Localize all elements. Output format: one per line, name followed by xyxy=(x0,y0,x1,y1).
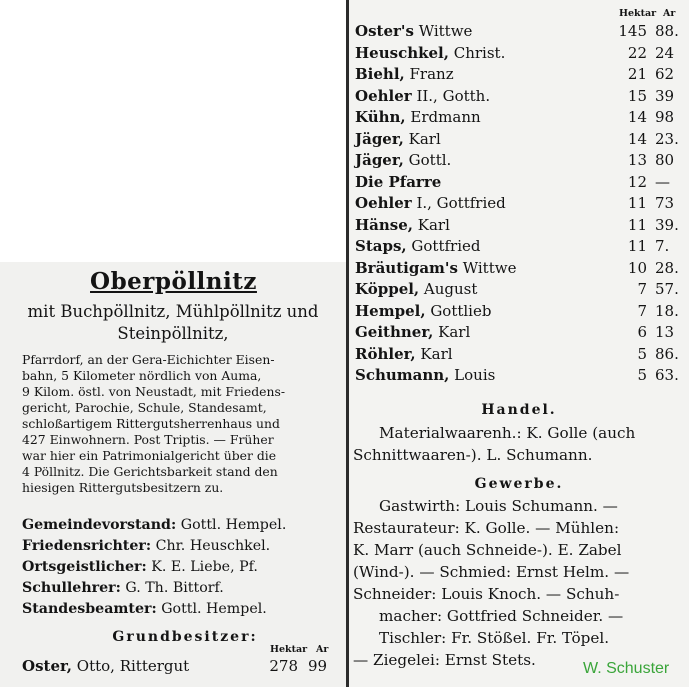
gewerbe-line: — Ziegelei: Ernst Stets. xyxy=(353,651,536,669)
landowner-name-group xyxy=(355,22,472,40)
landowner-detail: August xyxy=(419,280,478,298)
landowner-name: Kühn, xyxy=(355,108,406,126)
left-column xyxy=(0,262,347,687)
landowner-detail: Franz xyxy=(404,65,454,83)
subtitle-line-1: mit Buchpöllnitz, Mühlpöllnitz und xyxy=(27,302,319,321)
hektar-value: 6 xyxy=(637,323,647,341)
landowner-detail: Karl xyxy=(433,323,471,341)
official-row xyxy=(22,538,344,554)
landowner-row xyxy=(355,280,685,301)
hektar-value: 145 xyxy=(618,22,647,40)
landowner-name: Schumann, xyxy=(355,366,450,384)
landowner-name: Jäger, xyxy=(355,151,404,169)
official-row xyxy=(22,517,344,533)
landowner-row xyxy=(355,345,685,366)
hektar-value: 13 xyxy=(627,151,647,169)
ar-value: 57. xyxy=(655,280,679,298)
landowner-name-group xyxy=(355,151,451,169)
landowner-detail: Otto, Rittergut xyxy=(72,657,190,675)
unit-hektar-label: Hektar xyxy=(619,8,657,19)
landowner-name-group xyxy=(355,173,441,191)
landowner-name-group xyxy=(355,323,470,341)
landowner-name-group xyxy=(355,130,441,148)
right-column xyxy=(349,0,689,687)
ar-value: 99 xyxy=(308,657,328,675)
description-line: schloßartigem Rittergutsherrenhaus und xyxy=(22,416,280,431)
official-role: Schullehrer: xyxy=(22,580,121,596)
hektar-value: 22 xyxy=(627,43,647,62)
landowner-detail: Karl xyxy=(413,215,450,234)
landowner-row xyxy=(355,302,685,323)
official-name: Gottl. Hempel. xyxy=(180,517,287,533)
landowner-row xyxy=(22,657,342,678)
landowner-name-group xyxy=(355,280,477,298)
village-title: Oberpöllnitz xyxy=(90,268,257,295)
landowner-name: Bräutigam's xyxy=(355,258,458,277)
ar-value: 23. xyxy=(655,129,679,148)
landowner-name-group xyxy=(355,216,450,234)
gewerbe-heading: Gewerbe. xyxy=(474,476,564,492)
landowner-row xyxy=(355,323,685,344)
hektar-value: 12 xyxy=(627,172,647,191)
landowner-name-group xyxy=(355,345,453,363)
landowner-detail: Gottlieb xyxy=(425,301,492,320)
official-name: Chr. Heuschkel. xyxy=(155,538,271,554)
hektar-value: 11 xyxy=(627,215,647,234)
subtitle-line-2: Steinpöllnitz, xyxy=(117,324,229,343)
gewerbe-line: Tischler: Fr. Stößel. Fr. Töpel. xyxy=(379,629,610,647)
official-role: Ortsgeistlicher: xyxy=(22,559,147,575)
official-row xyxy=(22,601,344,617)
description-line: hiesigen Rittergutsbesitzern zu. xyxy=(22,480,224,495)
landowner-name: Biehl, xyxy=(355,65,405,83)
ar-value: 7. xyxy=(655,237,670,255)
landowner-row xyxy=(355,151,685,172)
landowner-name: Oster, xyxy=(22,657,73,675)
landowner-name-group xyxy=(355,108,481,126)
handel-line: Schnittwaaren-). L. Schumann. xyxy=(353,446,593,464)
ar-value: 28. xyxy=(655,258,679,277)
ar-value: — xyxy=(655,172,670,191)
description-line: 9 Kilom. östl. von Neustadt, mit Friedens- xyxy=(22,384,286,399)
landowner-row xyxy=(355,366,685,387)
description-line: bahn, 5 Kilometer nördlich von Auma, xyxy=(22,368,262,383)
gewerbe-line: K. Marr (auch Schneide-). E. Zabel xyxy=(353,541,622,559)
hektar-value: 15 xyxy=(627,86,647,105)
landowner-detail: Wittwe xyxy=(457,258,517,277)
landowner-name-group xyxy=(355,44,505,62)
landowner-detail: II., Gotth. xyxy=(411,86,491,105)
landowner-name: Oster's xyxy=(355,22,414,40)
landowner-name-group xyxy=(355,302,491,320)
handel-line: Materialwaarenh.: K. Golle (auch xyxy=(379,424,636,442)
landowner-name: Oehler xyxy=(355,194,412,212)
landowner-detail: Gottl. xyxy=(403,151,452,169)
landowner-row xyxy=(355,237,685,258)
landowner-name: Köppel, xyxy=(355,280,420,298)
hektar-value: 7 xyxy=(637,301,647,320)
ar-value: 39 xyxy=(655,86,675,105)
landowner-row xyxy=(355,22,685,43)
ar-value: 86. xyxy=(655,344,679,363)
official-name: Gottl. Hempel. xyxy=(161,601,267,617)
handel-heading: Handel. xyxy=(481,402,557,418)
landowner-row xyxy=(355,87,685,108)
landowner-name-group xyxy=(355,87,490,105)
hektar-value: 11 xyxy=(627,194,647,212)
landowner-detail: I., Gottfried xyxy=(411,194,506,212)
blank-area xyxy=(0,0,346,262)
ar-value: 63. xyxy=(655,366,679,384)
ar-value: 13 xyxy=(655,323,675,341)
landowner-row xyxy=(355,173,685,194)
landowner-row xyxy=(355,108,685,129)
landowners-heading: Grundbesitzer: xyxy=(112,629,258,645)
official-name: G. Th. Bittorf. xyxy=(125,580,224,596)
landowner-name: Heuschkel, xyxy=(355,43,449,62)
landowner-name: Geithner, xyxy=(355,323,434,341)
landowner-row xyxy=(355,130,685,151)
official-name: K. E. Liebe, Pf. xyxy=(151,559,258,575)
official-row xyxy=(22,559,344,575)
description-line: Pfarrdorf, an der Gera-Eichichter Eisen- xyxy=(22,352,275,367)
description-line: gericht, Parochie, Schule, Standesamt, xyxy=(22,400,267,415)
ar-value: 73 xyxy=(655,194,675,212)
landowner-row xyxy=(355,259,685,280)
landowner-name: Die Pfarre xyxy=(355,172,442,191)
ar-value: 88. xyxy=(655,22,679,40)
gewerbe-line: Gastwirth: Louis Schumann. — xyxy=(379,497,618,515)
official-role: Friedensrichter: xyxy=(22,538,152,554)
gewerbe-line: Schneider: Louis Knoch. — Schuh- xyxy=(353,585,620,603)
landowner-row xyxy=(355,194,685,215)
landowner-detail: Gottfried xyxy=(406,237,481,255)
ar-value: 62 xyxy=(655,65,675,83)
description-line: war hier ein Patrimonialgericht über die xyxy=(22,448,277,463)
official-row xyxy=(22,580,344,596)
watermark: W. Schuster xyxy=(583,660,670,677)
landowner-name: Jäger, xyxy=(355,129,404,148)
hektar-value: 7 xyxy=(637,280,647,298)
hektar-value: 5 xyxy=(637,366,647,384)
landowner-name-group xyxy=(355,259,516,277)
description-line: 427 Einwohnern. Post Triptis. — Früher xyxy=(22,432,274,447)
official-role: Standesbeamter: xyxy=(22,601,157,617)
ar-value: 80 xyxy=(655,151,675,169)
description-line: 4 Pöllnitz. Die Gerichtsbarkeit stand den xyxy=(22,464,278,479)
landowner-name: Hempel, xyxy=(355,301,426,320)
landowner-detail: Karl xyxy=(403,129,441,148)
landowner-name: Hänse, xyxy=(355,215,414,234)
landowner-detail: Karl xyxy=(415,344,453,363)
landowner-row xyxy=(355,216,685,237)
landowner-name-group xyxy=(355,237,480,255)
hektar-value: 21 xyxy=(627,65,647,83)
official-role: Gemeindevorstand: xyxy=(22,517,177,533)
hektar-value: 14 xyxy=(627,108,647,126)
landowner-row xyxy=(355,44,685,65)
unit-hektar-label: Hektar xyxy=(270,644,308,655)
gewerbe-line: Restaurateur: K. Golle. — Mühlen: xyxy=(353,519,620,537)
hektar-value: 5 xyxy=(637,344,647,363)
landowner-name-group xyxy=(22,657,189,675)
landowner-name-group xyxy=(355,366,495,384)
ar-value: 18. xyxy=(655,301,679,320)
hektar-value: 14 xyxy=(627,129,647,148)
ar-value: 98 xyxy=(655,108,675,126)
gewerbe-line: (Wind-). — Schmied: Ernst Helm. — xyxy=(353,563,630,581)
unit-ar-label: Ar xyxy=(663,8,676,19)
landowner-name-group xyxy=(355,65,454,83)
unit-ar-label: Ar xyxy=(316,644,329,655)
hektar-value: 278 xyxy=(269,657,298,675)
landowner-row xyxy=(355,65,685,86)
ar-value: 24 xyxy=(655,43,675,62)
hektar-value: 10 xyxy=(627,258,647,277)
landowner-detail: Christ. xyxy=(448,43,506,62)
landowner-detail: Erdmann xyxy=(405,108,481,126)
landowner-detail: Louis xyxy=(449,366,496,384)
landowner-detail: Wittwe xyxy=(413,22,473,40)
ar-value: 39. xyxy=(655,215,679,234)
gewerbe-line: macher: Gottfried Schneider. — xyxy=(379,607,624,625)
landowner-name: Röhler, xyxy=(355,344,416,363)
landowner-name-group xyxy=(355,194,506,212)
village-description xyxy=(22,352,338,496)
hektar-value: 11 xyxy=(627,237,647,255)
landowner-name: Staps, xyxy=(355,237,407,255)
landowner-name: Oehler xyxy=(355,86,412,105)
